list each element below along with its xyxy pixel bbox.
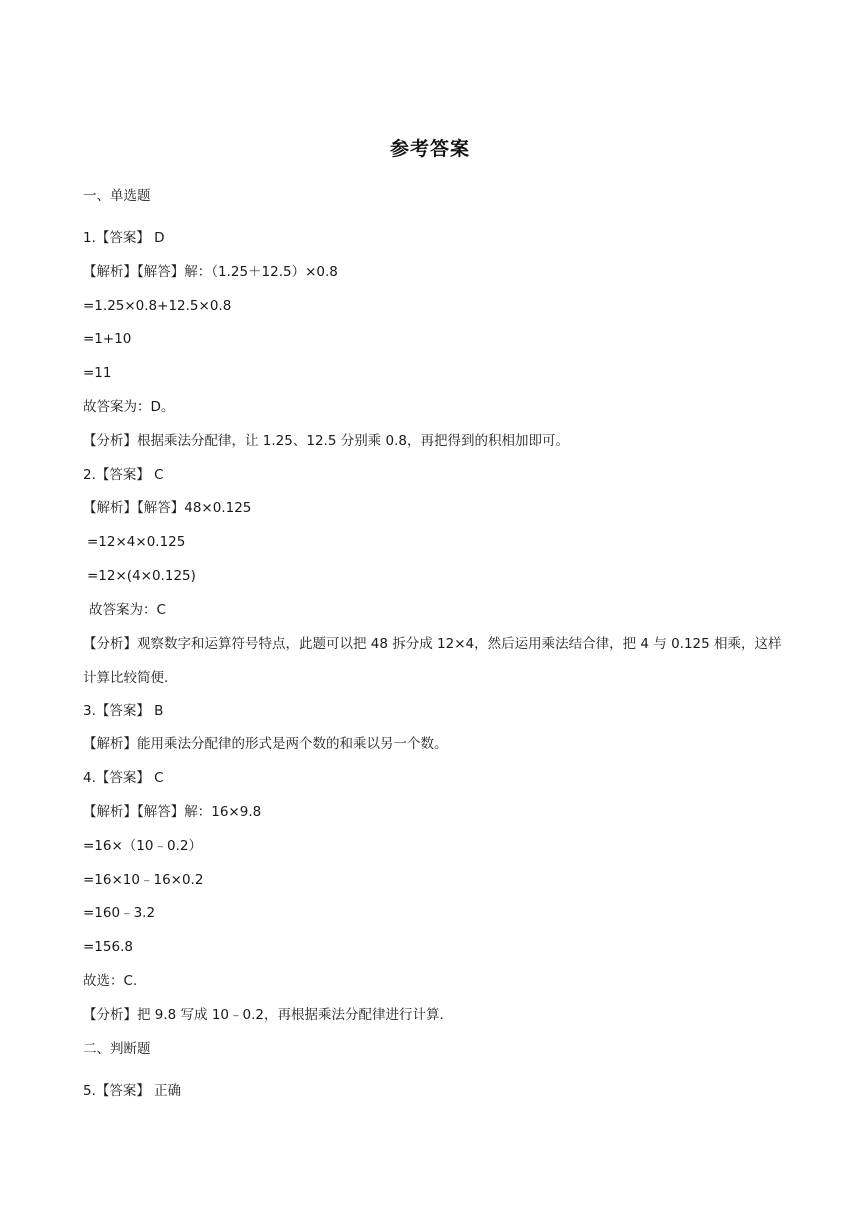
answer-4-step-4: =156.8 — [83, 939, 133, 955]
answer-3-label: 3.【答案】 B — [83, 703, 164, 719]
answer-2-explanation: 【解析】【解答】48×0.125 — [83, 500, 252, 516]
answer-4-step-1: =16×（10﹣0.2） — [83, 838, 202, 854]
answer-4-step-3: =160﹣3.2 — [83, 905, 156, 921]
section-heading-true-false: 二、判断题 — [83, 1041, 151, 1057]
answer-1-step-3: =11 — [83, 365, 112, 381]
section-heading-single-choice: 一、单选题 — [83, 188, 151, 204]
answer-2-step-1: =12×4×0.125 — [87, 534, 186, 550]
answer-1-conclusion: 故答案为：D。 — [83, 399, 175, 415]
answer-4-analysis: 【分析】把 9.8 写成 10﹣0.2，再根据乘法分配律进行计算. — [83, 1007, 444, 1023]
answer-4-conclusion: 故选：C. — [83, 973, 138, 989]
answer-1-label: 1.【答案】 D — [83, 230, 165, 246]
answer-2-conclusion: 故答案为：C — [89, 602, 166, 618]
answer-5-label: 5.【答案】 正确 — [83, 1083, 182, 1099]
answer-1-step-1: =1.25×0.8+12.5×0.8 — [83, 298, 232, 314]
answer-4-label: 4.【答案】 C — [83, 770, 164, 786]
page-title: 参考答案 — [389, 138, 470, 160]
answer-2-analysis: 【分析】观察数字和运算符号特点，此题可以把 48 拆分成 12×4，然后运用乘法结合律，把 4 与 0.125 相乘，这样计算比较简便. — [83, 636, 782, 686]
answer-1-step-2: =1+10 — [83, 331, 132, 347]
answer-4-explanation: 【解析】【解答】解：16×9.8 — [83, 804, 262, 820]
answer-4-step-2: =16×10﹣16×0.2 — [83, 872, 204, 888]
answer-2-label: 2.【答案】 C — [83, 467, 164, 483]
answer-3-explanation: 【解析】能用乘法分配律的形式是两个数的和乘以另一个数。 — [83, 736, 448, 752]
answer-1-explanation: 【解析】【解答】解：（1.25＋12.5）×0.8 — [83, 264, 338, 280]
answer-1-analysis: 【分析】根据乘法分配律，让 1.25、12.5 分别乘 0.8，再把得到的积相加即可。 — [83, 433, 569, 449]
answer-2-step-2: =12×(4×0.125) — [87, 568, 196, 584]
